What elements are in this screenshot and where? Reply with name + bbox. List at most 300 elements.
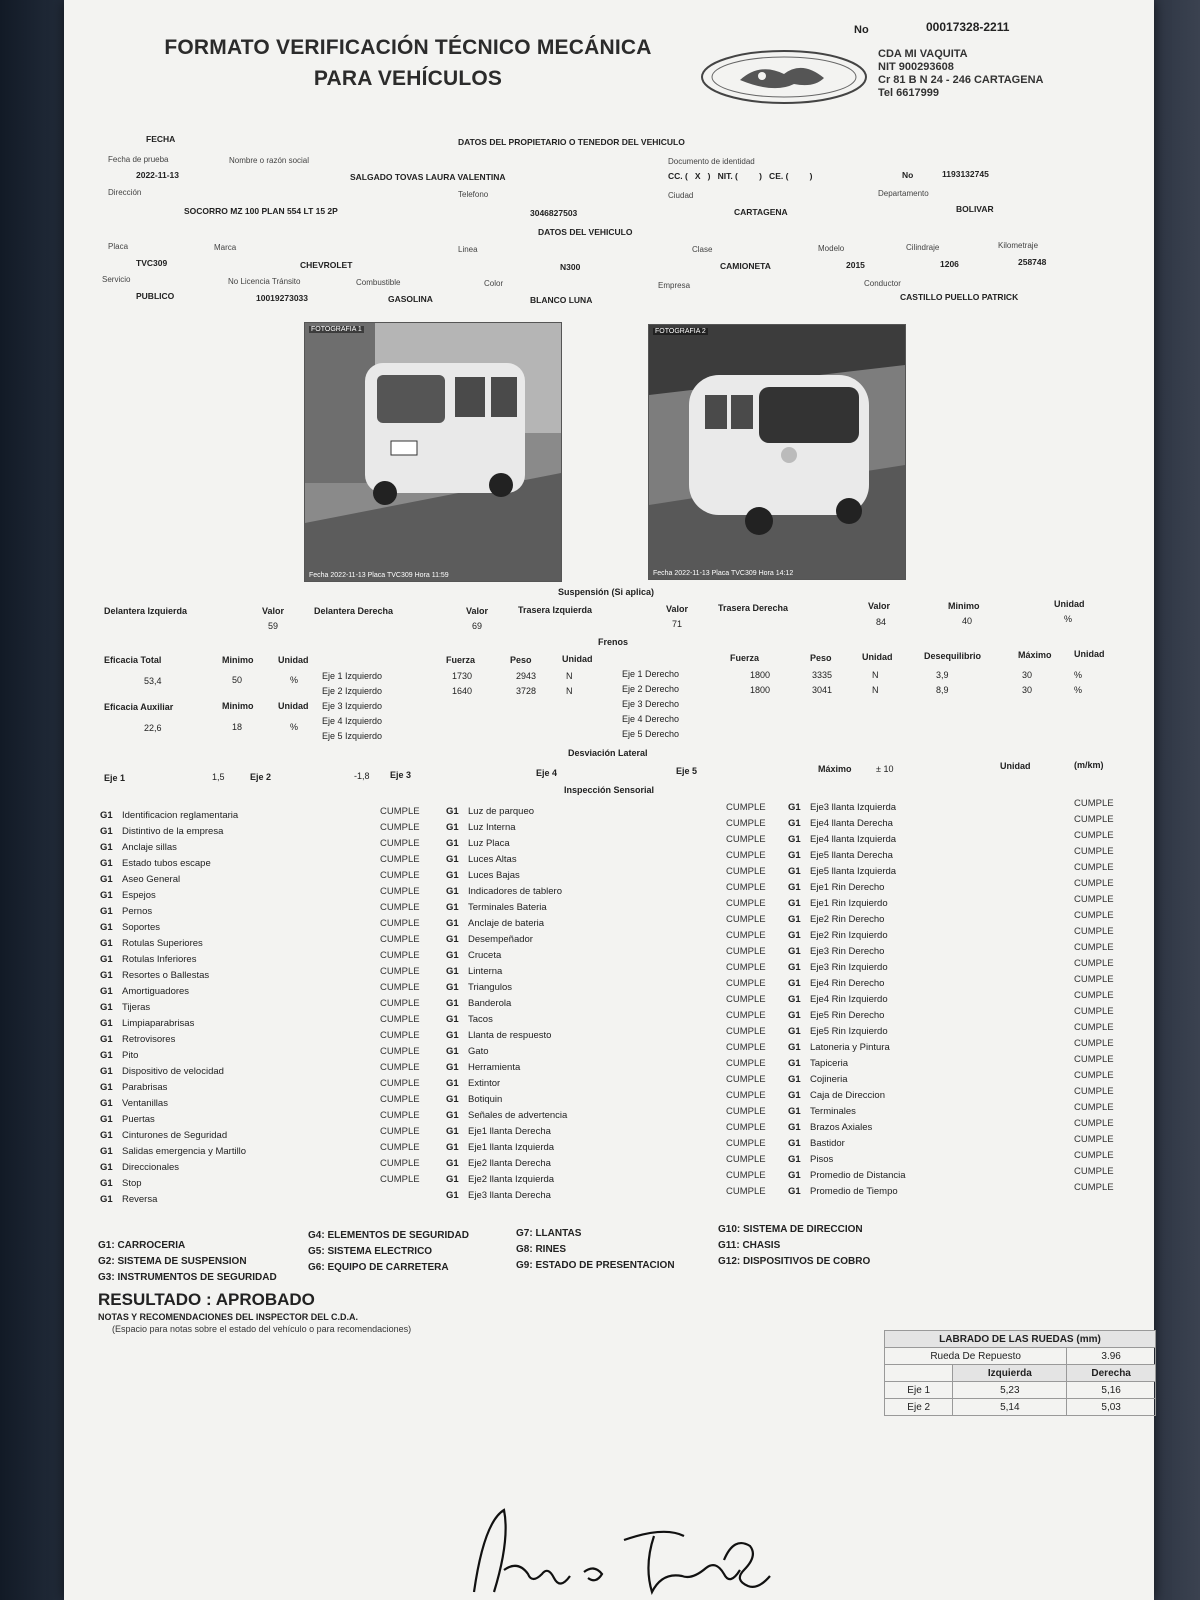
color-value: BLANCO LUNA	[530, 295, 593, 305]
inspection-result: CUMPLE	[1074, 878, 1114, 889]
group-code: G1	[100, 1082, 113, 1093]
tread-izq-label: Izquierda	[953, 1365, 1067, 1382]
inspection-item	[100, 856, 380, 872]
inspection-item-label: Promedio de Distancia	[810, 1170, 906, 1181]
inspection-item	[446, 1188, 726, 1204]
inspection-item	[100, 1080, 380, 1096]
inspection-item	[788, 1104, 1068, 1120]
inspection-item-label: Eje1 Rin Derecho	[810, 882, 885, 893]
fuerza-label-right: Fuerza	[730, 653, 760, 663]
inspection-result: CUMPLE	[726, 1106, 766, 1117]
inspection-result: CUMPLE	[1074, 894, 1114, 905]
inspection-item-label: Terminales Bateria	[468, 902, 547, 913]
inspection-item	[446, 900, 726, 916]
inspeccion-results-1	[380, 804, 420, 1204]
peso-label-right: Peso	[810, 653, 832, 663]
inspeccion-column-1	[100, 808, 380, 1208]
inspection-item	[100, 1048, 380, 1064]
inspection-item	[446, 868, 726, 884]
inspection-item	[446, 1092, 726, 1108]
inspection-item	[788, 800, 1068, 816]
inspection-item-label: Señales de advertencia	[468, 1110, 568, 1121]
legend-col-1	[98, 1238, 277, 1286]
desv-unidad-label: Unidad	[1000, 761, 1031, 771]
group-code: G1	[446, 1078, 459, 1089]
inspection-item-label: Eje1 Rin Izquierdo	[810, 898, 888, 909]
nombre-value: SALGADO TOVAS LAURA VALENTINA	[350, 172, 506, 182]
inspection-item-label: Eje1 llanta Izquierda	[468, 1142, 555, 1153]
inspection-item	[788, 1024, 1068, 1040]
susp-unidad-value: %	[1064, 614, 1073, 624]
inspection-result: CUMPLE	[1074, 1006, 1114, 1017]
inspection-result: CUMPLE	[1074, 1182, 1114, 1193]
group-code: G1	[788, 1138, 801, 1149]
group-code: G1	[100, 842, 113, 853]
combustible-value: GASOLINA	[388, 294, 433, 304]
group-code: G1	[446, 1094, 459, 1105]
eficacia-aux-minimo: 18	[232, 722, 243, 732]
inspection-item	[100, 1000, 380, 1016]
group-code: G1	[446, 1174, 459, 1185]
licencia-value: 10019273033	[256, 293, 309, 303]
desv-maximo-label: Máximo	[818, 764, 852, 774]
group-code: G1	[100, 810, 113, 821]
group-code: G1	[446, 1190, 459, 1201]
group-code: G1	[100, 1002, 113, 1013]
inspection-item-label: Tapiceria	[810, 1058, 849, 1069]
susp-valor-label-1: Valor	[262, 606, 285, 616]
inspection-result: CUMPLE	[380, 870, 420, 881]
tread-eje-1: Eje 1	[885, 1382, 953, 1399]
cda-info	[878, 48, 1043, 100]
group-code: G1	[788, 1106, 801, 1117]
inspection-item-label: Tijeras	[122, 1002, 151, 1013]
inspection-result: CUMPLE	[1074, 1118, 1114, 1129]
inspection-item	[446, 996, 726, 1012]
servicio-value: PUBLICO	[136, 291, 175, 301]
inspection-item-label: Triangulos	[468, 982, 513, 993]
group-code: G1	[788, 946, 801, 957]
group-code: G1	[446, 902, 459, 913]
left-unidad-2: N	[566, 686, 573, 696]
cilindraje-label: Cilindraje	[906, 243, 940, 252]
inspection-result: CUMPLE	[726, 1122, 766, 1133]
tread-spare-value: 3.96	[1067, 1348, 1156, 1365]
inspection-item	[788, 1056, 1068, 1072]
inspection-item	[100, 888, 380, 904]
inspection-result: CUMPLE	[1074, 1054, 1114, 1065]
group-code: G1	[100, 1162, 113, 1173]
van-rear-image	[305, 323, 561, 581]
group-code: G1	[446, 1046, 459, 1057]
inspection-item-label: Eje1 llanta Derecha	[468, 1126, 551, 1137]
eje-4-derecho: Eje 4 Derecho	[622, 714, 680, 724]
eje-1-izquierdo: Eje 1 Izquierdo	[322, 671, 383, 681]
inspection-item-label: Eje5 Rin Izquierdo	[810, 1026, 888, 1037]
desv-eje4-label: Eje 4	[536, 768, 558, 778]
group-code: G1	[788, 866, 801, 877]
fuerza-label-left: Fuerza	[446, 655, 476, 665]
eficacia-aux-value: 22,6	[144, 723, 162, 733]
group-code: G1	[446, 982, 459, 993]
inspection-item	[788, 1088, 1068, 1104]
inspection-item-label: Eje2 Rin Derecho	[810, 914, 885, 925]
telefono-value: 3046827503	[530, 208, 578, 218]
legend-g9: G9: ESTADO DE PRESENTACION	[516, 1260, 675, 1271]
inspection-item-label: Eje3 llanta Izquierda	[810, 802, 897, 813]
cda-address: Cr 81 B N 24 - 246 CARTAGENA	[878, 74, 1044, 86]
group-code: G1	[446, 950, 459, 961]
inspection-result: CUMPLE	[726, 818, 766, 829]
inspection-item-label: Dispositivo de velocidad	[122, 1066, 224, 1077]
frenos-unidad-label-2: Unidad	[278, 701, 309, 711]
inspection-result: CUMPLE	[726, 962, 766, 973]
frenos-minimo-label-1: Minimo	[222, 655, 254, 665]
notes-title: NOTAS Y RECOMENDACIONES DEL INSPECTOR DEL C.D.A.	[98, 1312, 359, 1322]
inspection-item-label: Stop	[122, 1178, 142, 1189]
inspeccion-results-3	[1074, 796, 1114, 1196]
group-code: G1	[788, 850, 801, 861]
right-deseq-1: 3,9	[936, 670, 949, 680]
group-code: G1	[100, 954, 113, 965]
inspection-item	[788, 928, 1068, 944]
inspection-result: CUMPLE	[380, 1078, 420, 1089]
clase-value: CAMIONETA	[720, 261, 771, 271]
inspection-item-label: Anclaje sillas	[122, 842, 177, 853]
group-code: G1	[100, 1146, 113, 1157]
desv-unidad-value: (m/km)	[1074, 760, 1104, 770]
unidad-label-left: Unidad	[562, 654, 593, 664]
desv-eje2-value: -1,8	[354, 771, 370, 781]
tread-eje-2-der: 5,03	[1067, 1399, 1156, 1416]
frenos-left-axes	[322, 669, 382, 744]
vehicle-photo-front	[648, 324, 906, 580]
right-unidad-1: N	[872, 670, 879, 680]
right-fuerza-2: 1800	[750, 685, 771, 695]
inspection-item-label: Linterna	[468, 966, 503, 977]
inspection-item-label: Cruceta	[468, 950, 502, 961]
documento-no-label: No	[902, 170, 914, 180]
cda-nit: NIT 900293608	[878, 61, 954, 73]
inspection-item	[446, 1044, 726, 1060]
inspection-result: CUMPLE	[1074, 846, 1114, 857]
group-code: G1	[446, 1158, 459, 1169]
inspection-item	[100, 984, 380, 1000]
group-code: G1	[788, 1154, 801, 1165]
group-code: G1	[446, 1014, 459, 1025]
group-code: G1	[788, 1090, 801, 1101]
inspection-result: CUMPLE	[726, 898, 766, 909]
group-code: G1	[446, 886, 459, 897]
document-title	[118, 32, 698, 94]
group-code: G1	[100, 890, 113, 901]
inspection-item-label: Salidas emergencia y Martillo	[122, 1146, 247, 1157]
van-front-image	[649, 325, 905, 579]
inspection-item-label: Aseo General	[122, 874, 181, 885]
inspection-item-label: Banderola	[468, 998, 512, 1009]
eje-3-derecho: Eje 3 Derecho	[622, 699, 680, 709]
group-code: G1	[788, 882, 801, 893]
group-code: G1	[788, 1010, 801, 1021]
documento-no-value: 1193132745	[942, 169, 989, 179]
inspection-result: CUMPLE	[1074, 1022, 1114, 1033]
inspection-result: CUMPLE	[380, 1142, 420, 1153]
inspector-signature	[454, 1500, 784, 1600]
cda-name: CDA MI VAQUITA	[878, 48, 968, 60]
inspection-result: CUMPLE	[1074, 798, 1114, 809]
inspection-item	[788, 896, 1068, 912]
group-code: G1	[100, 1194, 113, 1205]
inspection-item	[100, 920, 380, 936]
group-code: G1	[788, 802, 801, 813]
inspection-item-label: Rotulas Inferiores	[122, 954, 197, 965]
inspection-item-label: Tacos	[468, 1014, 493, 1025]
inspection-result: CUMPLE	[726, 850, 766, 861]
desv-eje1-value: 1,5	[212, 772, 225, 782]
eficacia-total-minimo: 50	[232, 675, 243, 685]
inspection-item-label: Direccionales	[122, 1162, 180, 1173]
inspection-item	[100, 1128, 380, 1144]
inspection-result: CUMPLE	[726, 978, 766, 989]
eje-3-izquierdo: Eje 3 Izquierdo	[322, 701, 383, 711]
inspection-item	[788, 864, 1068, 880]
legend-col-4	[718, 1222, 870, 1270]
inspection-result: CUMPLE	[380, 1030, 420, 1041]
inspection-item	[788, 816, 1068, 832]
tread-der-label: Derecha	[1067, 1365, 1156, 1382]
inspection-result: CUMPLE	[1074, 958, 1114, 969]
inspection-result: CUMPLE	[380, 886, 420, 897]
eje-2-izquierdo: Eje 2 Izquierdo	[322, 686, 383, 696]
inspection-item-label: Identificacion reglamentaria	[122, 810, 239, 821]
inspection-result: CUMPLE	[1074, 990, 1114, 1001]
legend-g6: G6: EQUIPO DE CARRETERA	[308, 1262, 449, 1273]
inspection-item	[100, 1176, 380, 1192]
inspection-item-label: Pernos	[122, 906, 153, 917]
group-code: G1	[446, 918, 459, 929]
eje-2-derecho: Eje 2 Derecho	[622, 684, 680, 694]
eficacia-aux-unidad: %	[290, 722, 299, 732]
direccion-label: Dirección	[108, 188, 142, 197]
ciudad-label: Ciudad	[668, 191, 694, 200]
inspection-item-label: Reversa	[122, 1194, 158, 1205]
inspection-item	[446, 820, 726, 836]
marca-value: CHEVROLET	[300, 260, 353, 270]
susp-del-der-label: Delantera Derecha	[314, 606, 394, 616]
inspection-item-label: Luces Bajas	[468, 870, 520, 881]
left-fuerza-1: 1730	[452, 671, 473, 681]
inspection-item	[446, 964, 726, 980]
desequilibrio-label: Desequilibrio	[924, 651, 982, 661]
inspection-result: CUMPLE	[380, 950, 420, 961]
inspection-result: CUMPLE	[726, 1154, 766, 1165]
inspection-result: CUMPLE	[726, 930, 766, 941]
susp-tras-der-value: 84	[876, 617, 887, 627]
inspection-item	[100, 968, 380, 984]
inspection-result	[380, 1188, 420, 1204]
inspection-result: CUMPLE	[1074, 1102, 1114, 1113]
photo-2-footer: Fecha 2022-11-13 Placa TVC309 Hora 14:12	[653, 570, 794, 577]
inspection-item-label: Eje4 llanta Izquierda	[810, 834, 897, 845]
inspection-item	[788, 832, 1068, 848]
photo-1-caption: FOTOGRAFIA 1	[311, 326, 362, 333]
conductor-value: CASTILLO PUELLO PATRICK	[900, 292, 1019, 302]
empresa-label: Empresa	[658, 281, 691, 290]
combustible-label: Combustible	[356, 278, 401, 287]
inspection-item	[100, 952, 380, 968]
inspection-item-label: Luz Placa	[468, 838, 510, 849]
inspection-result: CUMPLE	[726, 1010, 766, 1021]
inspection-item-label: Pisos	[810, 1154, 834, 1165]
inspection-item-label: Eje2 llanta Izquierda	[468, 1174, 555, 1185]
tread-eje-2: Eje 2	[885, 1399, 953, 1416]
inspection-item-label: Eje5 llanta Derecha	[810, 850, 893, 861]
group-code: G1	[446, 1142, 459, 1153]
inspection-result: CUMPLE	[380, 998, 420, 1009]
photo-1-footer: Fecha 2022-11-13 Placa TVC309 Hora 11:59	[309, 572, 449, 579]
group-code: G1	[100, 922, 113, 933]
group-code: G1	[446, 1126, 459, 1137]
inspection-item-label: Retrovisores	[122, 1034, 176, 1045]
inspection-item	[446, 836, 726, 852]
inspection-sheet	[64, 0, 1154, 1600]
inspection-item	[446, 1012, 726, 1028]
servicio-label: Servicio	[102, 275, 131, 284]
inspection-item	[100, 824, 380, 840]
inspection-item-label: Amortiguadores	[122, 986, 190, 997]
inspection-item	[788, 1136, 1068, 1152]
legend-g10: G10: SISTEMA DE DIRECCION	[718, 1224, 863, 1235]
inspection-item	[446, 1076, 726, 1092]
right-deseq-2: 8,9	[936, 685, 949, 695]
inspection-result: CUMPLE	[726, 834, 766, 845]
inspection-item-label: Puertas	[122, 1114, 155, 1125]
inspection-result: CUMPLE	[1074, 942, 1114, 953]
linea-value: N300	[560, 262, 581, 272]
inspeccion-column-2	[446, 804, 726, 1204]
cilindraje-value: 1206	[940, 259, 959, 269]
right-unidad-2: N	[872, 685, 879, 695]
legend-g1: G1: CARROCERIA	[98, 1240, 186, 1251]
inspection-item	[446, 932, 726, 948]
eje-1-derecho: Eje 1 Derecho	[622, 669, 680, 679]
unidad-label-right: Unidad	[862, 652, 893, 662]
desv-eje1-label: Eje 1	[104, 773, 126, 783]
inspection-result: CUMPLE	[726, 1090, 766, 1101]
inspection-result: CUMPLE	[380, 934, 420, 945]
peso-label-left: Peso	[510, 655, 532, 665]
inspection-item	[788, 1072, 1068, 1088]
vehicle-photo-rear	[304, 322, 562, 582]
eficacia-total-unidad: %	[290, 675, 299, 685]
inspection-item	[446, 852, 726, 868]
inspection-item-label: Terminales	[810, 1106, 856, 1117]
susp-tras-izq-label: Trasera Izquierda	[518, 605, 593, 615]
frenos-left-values	[452, 669, 573, 699]
inspection-item-label: Eje3 llanta Derecha	[468, 1190, 551, 1201]
group-code: G1	[788, 818, 801, 829]
group-code: G1	[788, 1186, 801, 1197]
unidad-label-right-2: Unidad	[1074, 649, 1105, 659]
suspension-heading: Suspensión (Si aplica)	[558, 587, 655, 597]
legend-g3: G3: INSTRUMENTOS DE SEGURIDAD	[98, 1272, 277, 1283]
right-u-1: %	[1074, 670, 1083, 680]
inspection-item	[788, 944, 1068, 960]
eficacia-total-label: Eficacia Total	[104, 655, 162, 665]
desv-eje3-label: Eje 3	[390, 770, 412, 780]
group-code: G1	[788, 1042, 801, 1053]
desv-eje2-label: Eje 2	[250, 772, 272, 782]
tread-spare-label: Rueda De Repuesto	[885, 1348, 1067, 1365]
inspection-item	[788, 848, 1068, 864]
inspection-item-label: Eje3 Rin Izquierdo	[810, 962, 888, 973]
inspection-item-label: Gato	[468, 1046, 489, 1057]
inspection-result: CUMPLE	[380, 838, 420, 849]
inspection-item	[446, 980, 726, 996]
inspection-result: CUMPLE	[726, 1186, 766, 1197]
legend-g4: G4: ELEMENTOS DE SEGURIDAD	[308, 1230, 469, 1241]
eficacia-aux-label: Eficacia Auxiliar	[104, 702, 174, 712]
group-code: G1	[788, 962, 801, 973]
frenos-right-values	[750, 668, 1082, 698]
susp-del-izq-label: Delantera Izquierda	[104, 606, 188, 616]
inspection-result: CUMPLE	[380, 1094, 420, 1105]
inspection-item	[446, 916, 726, 932]
inspection-item-label: Latoneria y Pintura	[810, 1042, 890, 1053]
susp-tras-izq-value: 71	[672, 619, 683, 629]
inspection-result: CUMPLE	[726, 1170, 766, 1181]
group-code: G1	[788, 914, 801, 925]
inspection-item	[788, 1152, 1068, 1168]
modelo-label: Modelo	[818, 244, 845, 253]
inspection-item	[446, 1140, 726, 1156]
inspection-item	[446, 804, 726, 820]
inspection-item	[788, 1120, 1068, 1136]
inspection-item	[100, 1160, 380, 1176]
group-code: G1	[446, 1062, 459, 1073]
inspection-result: CUMPLE	[726, 866, 766, 877]
inspection-item	[100, 872, 380, 888]
right-max-1: 30	[1022, 670, 1033, 680]
inspection-result: CUMPLE	[1074, 910, 1114, 921]
inspection-result: CUMPLE	[726, 1074, 766, 1085]
inspection-result: CUMPLE	[1074, 1134, 1114, 1145]
inspection-result: CUMPLE	[1074, 862, 1114, 873]
right-fuerza-1: 1800	[750, 670, 771, 680]
legend-col-2	[308, 1228, 469, 1276]
inspection-result: CUMPLE	[380, 966, 420, 977]
group-code: G1	[446, 870, 459, 881]
susp-valor-label-4: Valor	[868, 601, 891, 611]
group-code: G1	[100, 826, 113, 837]
frenos-minimo-label-2: Minimo	[222, 701, 254, 711]
inspection-result: CUMPLE	[380, 982, 420, 993]
inspection-result: CUMPLE	[380, 1174, 420, 1185]
group-code: G1	[788, 898, 801, 909]
legend-g8: G8: RINES	[516, 1244, 567, 1255]
inspection-item	[788, 1040, 1068, 1056]
left-unidad-1: N	[566, 671, 573, 681]
inspection-item	[788, 880, 1068, 896]
susp-del-izq-value: 59	[268, 621, 279, 631]
documento-tipo: CC. ( X ) NIT. ( ) CE. ( )	[668, 171, 813, 181]
inspection-item	[788, 960, 1068, 976]
inspection-result: CUMPLE	[726, 994, 766, 1005]
inspection-item-label: Eje2 llanta Derecha	[468, 1158, 551, 1169]
inspection-item-label: Brazos Axiales	[810, 1122, 873, 1133]
desviacion-heading: Desviación Lateral	[568, 748, 648, 758]
inspection-item	[100, 1064, 380, 1080]
